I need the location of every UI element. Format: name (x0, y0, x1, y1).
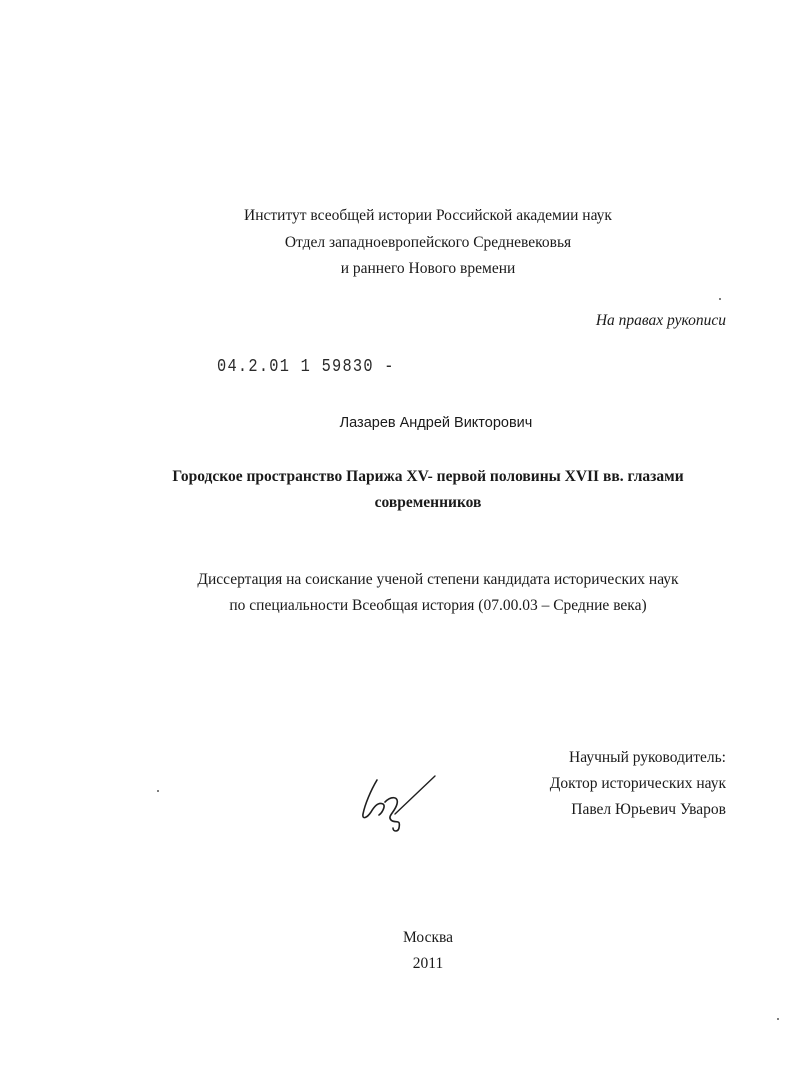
author-name: Лазарев Андрей Викторович (339, 415, 533, 431)
signature-icon (355, 772, 445, 834)
institute-line-2: Отдел западноевропейского Средневековья (284, 234, 572, 251)
title-line-1: Городское пространство Парижа XV- первой половины XVII вв. глазами (172, 468, 684, 485)
dissertation-line-2: по специальности Всеобщая история (07.00.03 – Средние века) (229, 597, 647, 614)
scan-speck (157, 790, 159, 792)
supervisor-name: Павел Юрьевич Уваров (571, 801, 726, 818)
supervisor-label: Научный руководитель: (569, 749, 726, 766)
institute-line-1: Институт всеобщей истории Российской академии наук (244, 207, 612, 224)
dissertation-line-1: Диссертация на соискание ученой степени кандидата исторических наук (197, 571, 679, 588)
year: 2011 (412, 955, 444, 972)
dissertation-title (130, 464, 726, 516)
title-line-2: современников (374, 494, 482, 511)
city: Москва (403, 929, 453, 946)
scan-speck (777, 1018, 779, 1020)
supervisor-degree: Доктор исторических наук (549, 775, 726, 792)
institute-line-3: и раннего Нового времени (340, 260, 516, 277)
scan-speck (719, 298, 721, 300)
rights-note: На правах рукописи (595, 312, 726, 329)
stamp-number: 04.2.01 1 59830 - (217, 357, 395, 377)
